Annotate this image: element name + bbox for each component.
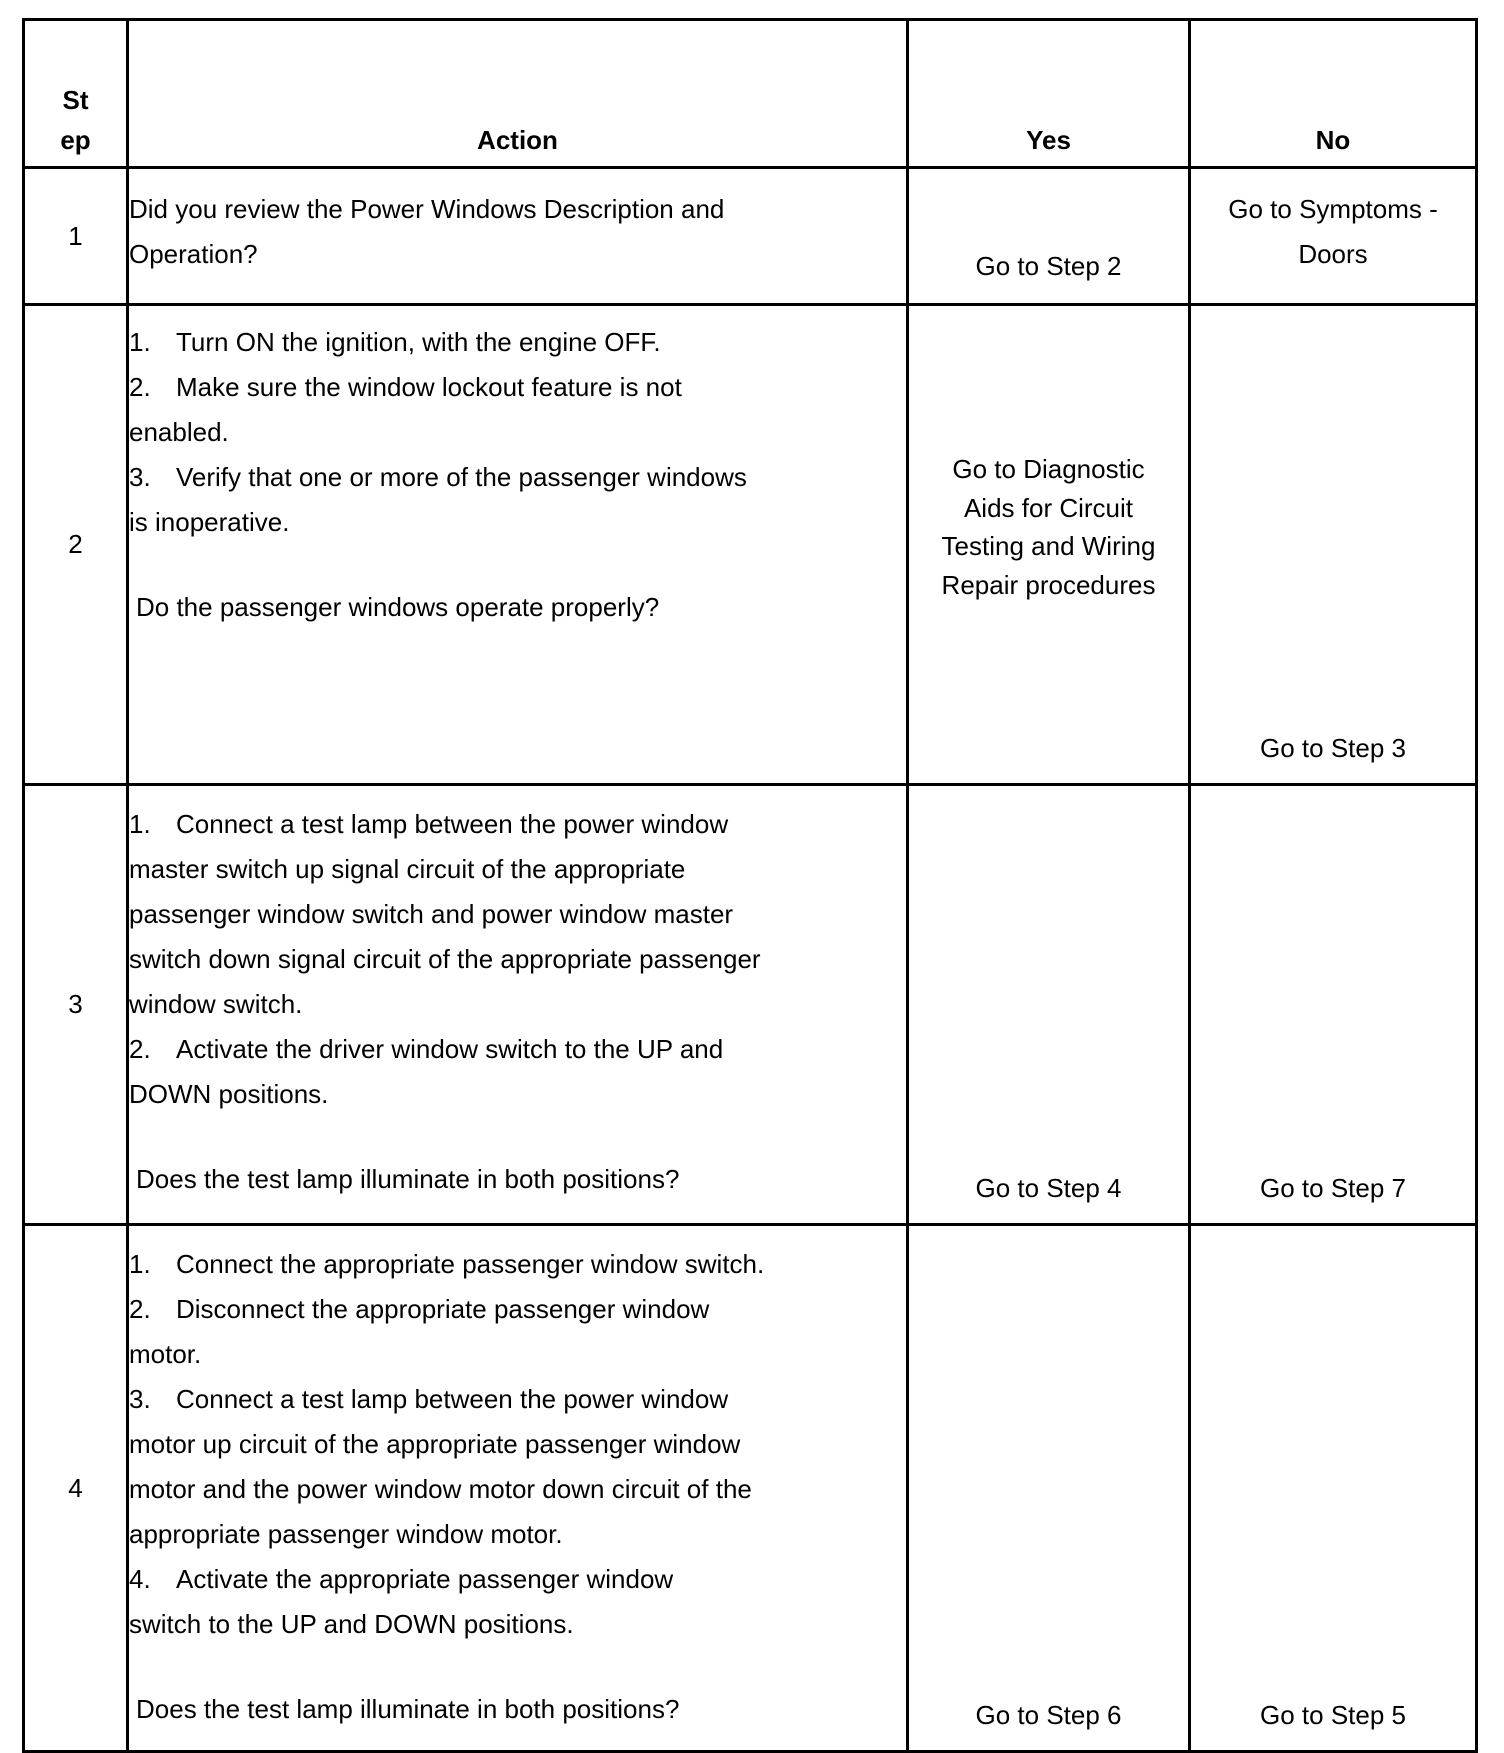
item-text: Verify that one or more of the passenger windows [176, 462, 747, 492]
action-item [129, 1557, 906, 1602]
action-item [129, 320, 906, 365]
action-text: Did you review the Power Windows Description and [129, 194, 725, 224]
no-cell: Go to Step 3 [1190, 305, 1477, 785]
item-number: 1. [129, 809, 151, 839]
yes-cell: Go to Step 2 [908, 168, 1190, 305]
item-continuation: master switch up signal circuit of the appropriate [129, 854, 686, 884]
no-text: Go to Symptoms - [1228, 194, 1438, 224]
item-number: 2. [129, 372, 151, 402]
item-text: Connect a test lamp between the power window [176, 1384, 729, 1414]
action-item [129, 1242, 906, 1287]
item-continuation: motor and the power window motor down circuit of the [129, 1474, 752, 1504]
item-continuation: appropriate passenger window motor. [129, 1519, 563, 1549]
action-item [129, 1027, 906, 1072]
item-continuation: passenger window switch and power window master [129, 899, 734, 929]
item-number: 2. [129, 1034, 151, 1064]
item-continuation: window switch. [129, 989, 303, 1019]
action-item [129, 802, 906, 847]
action-cell [128, 785, 908, 1225]
yes-text: Go to Diagnostic [952, 454, 1145, 484]
diagnostic-table [22, 18, 1478, 1753]
item-number: 1. [129, 1249, 151, 1279]
action-item [129, 1287, 906, 1332]
action-item [129, 1377, 906, 1422]
item-continuation: switch to the UP and DOWN positions. [129, 1609, 574, 1639]
action-question: Does the test lamp illuminate in both positions? [136, 1164, 680, 1194]
item-continuation: DOWN positions. [129, 1079, 329, 1109]
step-number: 3 [24, 785, 128, 1225]
action-text: Operation? [129, 239, 258, 269]
no-text: Doors [1298, 239, 1368, 269]
table-header-row [24, 20, 1477, 168]
step-number: 2 [24, 305, 128, 785]
yes-text: Aids for Circuit [963, 492, 1134, 523]
header-step [24, 20, 128, 168]
header-yes: Yes [908, 20, 1190, 168]
yes-cell [908, 305, 1190, 785]
table-row [24, 168, 1477, 305]
yes-text: Testing and Wiring [941, 531, 1156, 561]
item-continuation: motor up circuit of the appropriate passenger window [129, 1429, 741, 1459]
header-step-line1: St [62, 85, 89, 115]
item-number: 3. [129, 1384, 151, 1414]
header-action: Action [128, 20, 908, 168]
item-text: Connect a test lamp between the power window [176, 809, 729, 839]
item-continuation: is inoperative. [129, 507, 290, 537]
item-continuation: enabled. [129, 417, 229, 447]
item-continuation: switch down signal circuit of the appropriate passenger [129, 944, 761, 974]
step-number: 4 [24, 1225, 128, 1752]
item-text: Turn ON the ignition, with the engine OFF. [176, 327, 661, 357]
action-cell [128, 168, 908, 305]
item-number: 3. [129, 462, 151, 492]
yes-cell: Go to Step 4 [908, 785, 1190, 1225]
yes-text: Repair procedures [941, 569, 1156, 600]
item-number: 2. [129, 1294, 151, 1324]
no-cell: Go to Step 5 [1190, 1225, 1477, 1752]
item-text: Connect the appropriate passenger window switch. [176, 1249, 765, 1279]
action-cell [128, 1225, 908, 1752]
action-question: Does the test lamp illuminate in both positions? [136, 1694, 680, 1724]
action-question: Do the passenger windows operate properly? [136, 592, 660, 622]
item-text: Disconnect the appropriate passenger window [176, 1294, 710, 1324]
table-row [24, 785, 1477, 1225]
step-number: 1 [24, 168, 128, 305]
action-item [129, 365, 906, 410]
action-cell [128, 305, 908, 785]
item-number: 4. [129, 1564, 151, 1594]
header-no: No [1190, 20, 1477, 168]
no-cell: Go to Step 7 [1190, 785, 1477, 1225]
table-row [24, 305, 1477, 785]
action-item [129, 455, 906, 500]
table-row [24, 1225, 1477, 1752]
item-number: 1. [129, 327, 151, 357]
no-cell [1190, 168, 1477, 305]
item-continuation: motor. [129, 1339, 202, 1369]
header-step-line2: ep [60, 125, 91, 155]
item-text: Activate the appropriate passenger window [176, 1564, 674, 1594]
item-text: Make sure the window lockout feature is not [176, 372, 682, 402]
item-text: Activate the driver window switch to the UP and [176, 1034, 724, 1064]
yes-cell: Go to Step 6 [908, 1225, 1190, 1752]
